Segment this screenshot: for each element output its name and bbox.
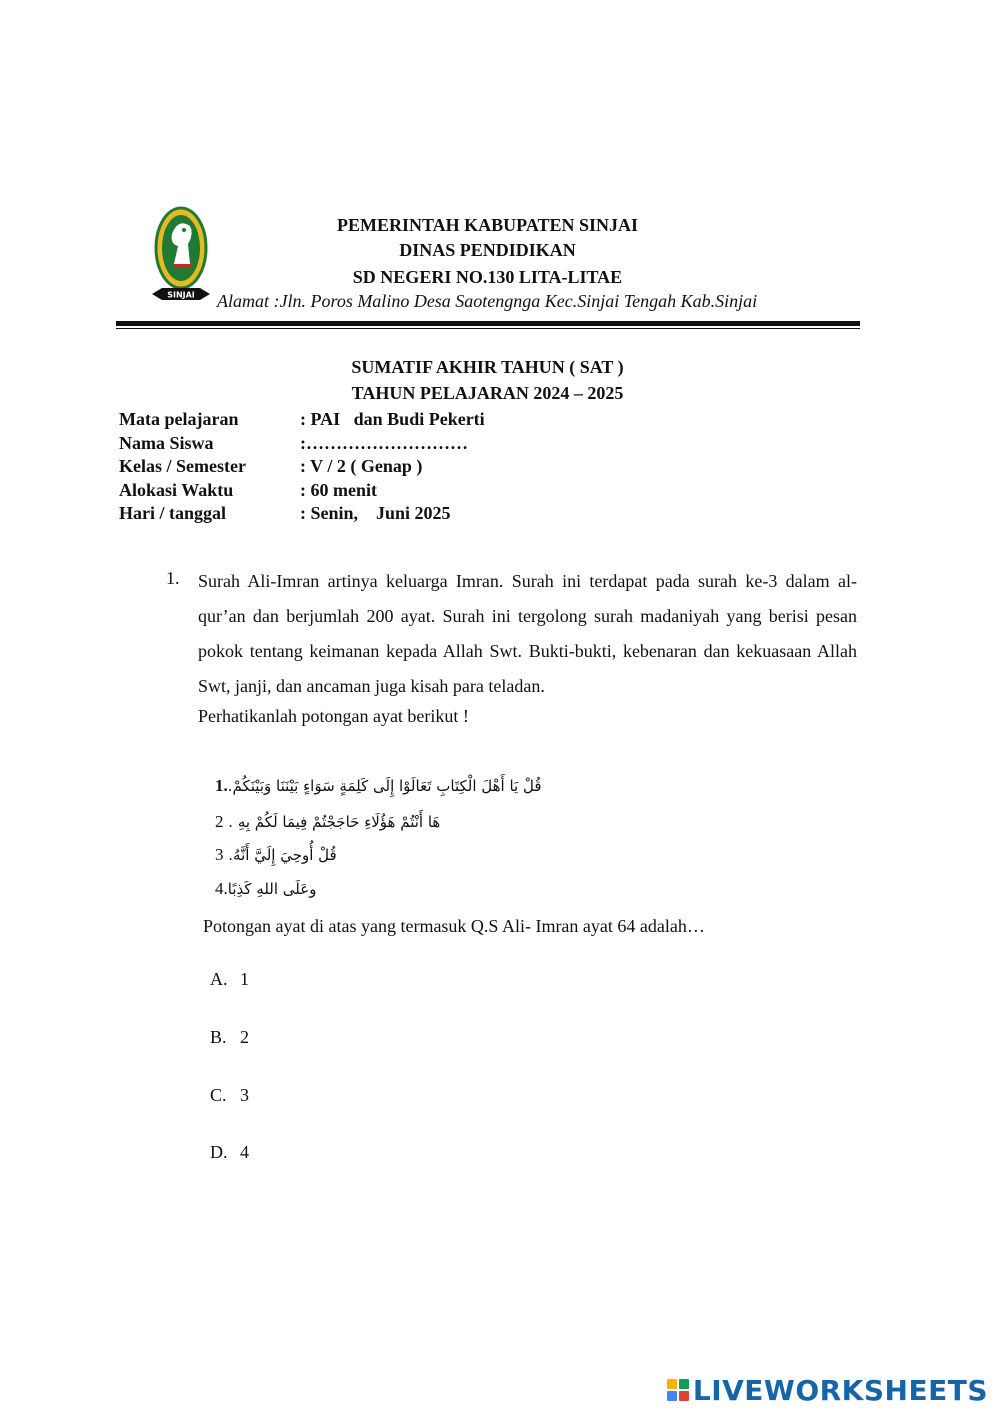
verse-arabic: وعَلَى اللهِ كَذِبًا xyxy=(227,880,317,898)
option-text: 4 xyxy=(240,1142,249,1162)
letterhead-government: PEMERINTAH KABUPATEN SINJAI xyxy=(336,215,639,235)
info-value: : Senin, Juni 2025 xyxy=(300,503,451,523)
letterhead-school: SD NEGERI NO.130 LITA-LITAE xyxy=(352,267,623,287)
info-label: Alokasi Waktu xyxy=(119,479,234,500)
question-prompt: Potongan ayat di atas yang termasuk Q.S Ali- Imran ayat 64 adalah… xyxy=(203,916,705,936)
student-info-table xyxy=(119,408,485,526)
info-label: Mata pelajaran xyxy=(119,409,239,429)
option-text: 3 xyxy=(240,1085,249,1105)
exam-title: SUMATIF AKHIR TAHUN ( SAT ) xyxy=(351,357,624,377)
info-row-student-name xyxy=(119,432,485,456)
answer-option-b[interactable] xyxy=(210,1027,249,1048)
info-value: : V / 2 ( Genap ) xyxy=(300,456,423,476)
question-instruction: Perhatikanlah potongan ayat berikut ! xyxy=(198,706,469,726)
liveworksheets-logo-icon xyxy=(667,1379,689,1401)
option-letter: C. xyxy=(210,1085,227,1105)
letterhead-department: DINAS PENDIDIKAN xyxy=(399,240,576,260)
option-letter: D. xyxy=(210,1142,228,1162)
info-label: Hari / tanggal xyxy=(119,503,226,523)
liveworksheets-watermark[interactable] xyxy=(667,1374,988,1406)
info-value: : PAI dan Budi Pekerti xyxy=(300,409,485,429)
answer-option-d[interactable] xyxy=(210,1142,249,1163)
verse-number: 4. xyxy=(215,879,228,898)
letterhead-address: Alamat :Jln. Poros Malino Desa Saotengnga Kec.Sinjai Tengah Kab.Sinjai xyxy=(217,291,758,311)
verse-arabic: هَا أَنْتُمْ هَؤُلَاءِ حَاجَجْتُمْ فِيمَا لَكُمْ بِهِ . xyxy=(228,813,441,831)
watermark-text: LIVEWORKSHEETS xyxy=(692,1373,988,1407)
letterhead-divider-thin xyxy=(116,328,860,329)
answer-option-a[interactable] xyxy=(210,969,249,990)
info-row-duration xyxy=(119,479,485,503)
student-name-field[interactable]: :……………………… xyxy=(300,432,468,453)
verse-number: 3 xyxy=(215,845,224,864)
option-text: 2 xyxy=(240,1027,249,1047)
info-row-subject xyxy=(119,408,485,432)
verse-item-4 xyxy=(215,879,316,899)
verse-arabic: قُلْ يَا أَهْلَ الْكِتَابِ تَعَالَوْا إِلَى كَلِمَةٍ سَوَاءٍ بَيْنَنَا وَبَيْنَكُمْ. xyxy=(227,777,542,795)
letterhead-divider-thick xyxy=(116,321,860,326)
question-number: 1. xyxy=(166,568,180,588)
info-label: Nama Siswa xyxy=(119,432,214,453)
svg-text:SINJAI: SINJAI xyxy=(167,290,195,300)
verse-arabic: قُلْ أُوحِيَ إِلَيَّ أَنَّهُ. xyxy=(228,846,337,864)
verse-item-2 xyxy=(215,812,440,832)
verse-item-1 xyxy=(215,776,542,796)
option-text: 1 xyxy=(240,969,249,989)
info-value: : 60 menit xyxy=(300,479,377,500)
info-label: Kelas / Semester xyxy=(119,456,246,476)
info-row-class xyxy=(119,455,485,479)
option-letter: A. xyxy=(210,969,228,989)
verse-number: 2 xyxy=(215,812,224,831)
answer-option-c[interactable] xyxy=(210,1085,249,1106)
exam-year: TAHUN PELAJARAN 2024 – 2025 xyxy=(351,383,624,403)
verse-number: 1. xyxy=(215,776,228,795)
verse-item-3 xyxy=(215,845,337,865)
question-text: Surah Ali-Imran artinya keluarga Imran. Surah ini terdapat pada surah ke-3 dalam al-qur’an dan berjumlah 200 ayat. Surah ini tergolong surah madaniyah yang berisi pesan pokok tentang keimanan kepada Allah Swt. Bukti-bukti, kebenaran dan kekuasaan Allah Swt, janji, dan ancaman juga kisah para teladan. xyxy=(198,571,857,696)
option-letter: B. xyxy=(210,1027,227,1047)
regency-logo xyxy=(150,204,212,312)
info-row-date xyxy=(119,502,485,526)
